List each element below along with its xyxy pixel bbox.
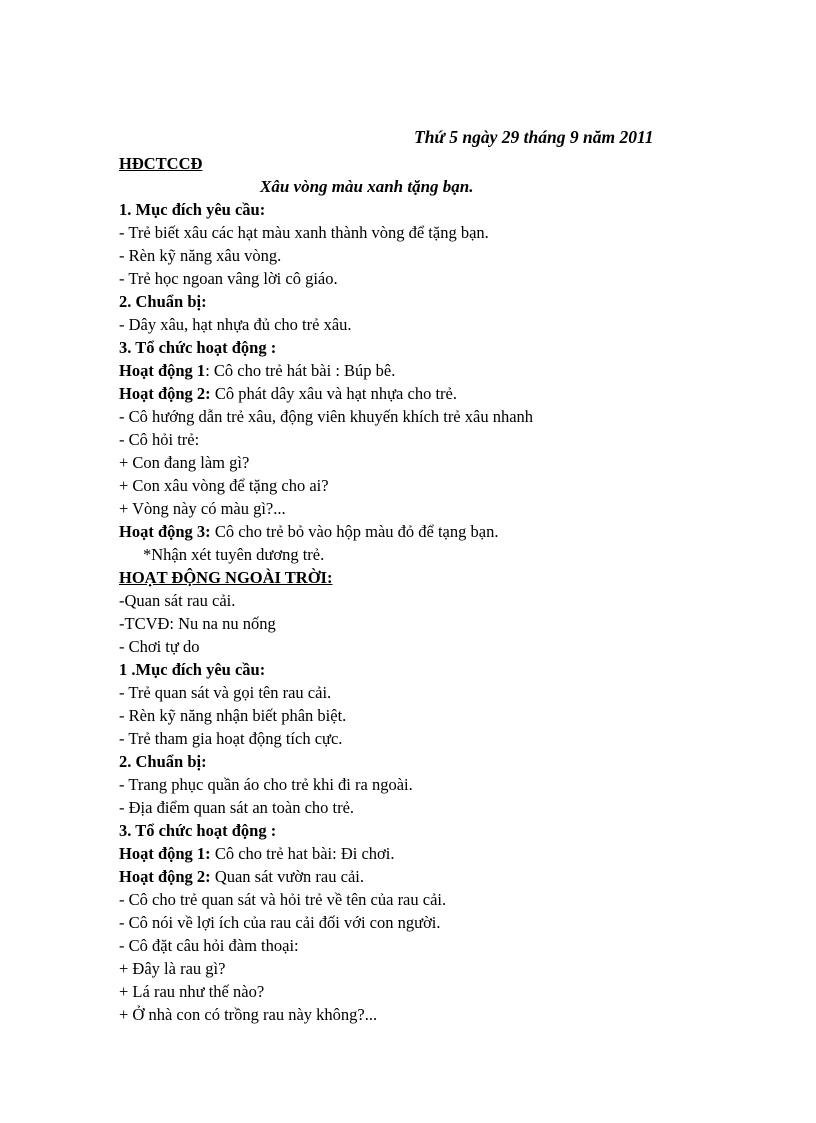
- objective-item: - Trẻ biết xâu các hạt màu xanh thành vòng để tặng bạn.: [119, 223, 489, 242]
- question-item: + Vòng này có màu gì?...: [119, 499, 286, 518]
- activity-item: - Cô hướng dẫn trẻ xâu, động viên khuyến khích trẻ xâu nhanh: [119, 407, 534, 426]
- date-line: Thứ 5 ngày 29 tháng 9 năm 2011: [414, 127, 654, 147]
- activities-heading: 3. Tổ chức hoạt động :: [119, 338, 277, 357]
- outdoor-intro-item: -TCVĐ: Nu na nu nống: [119, 614, 276, 633]
- section-heading-hdctccd: HĐCTCCĐ: [119, 154, 203, 173]
- outdoor-activity-2: [119, 865, 779, 888]
- activity-label: Hoạt động 2:: [119, 384, 211, 403]
- outdoor-preparation-item: - Địa điểm quan sát an toàn cho trẻ.: [119, 798, 355, 817]
- activity-text: Cô cho trẻ hat bài: Đi chơi.: [210, 844, 395, 863]
- activity-label: Hoạt động 1:: [119, 844, 211, 863]
- outdoor-activities-heading: 3. Tổ chức hoạt động :: [119, 821, 277, 840]
- document-body: [119, 152, 779, 1026]
- outdoor-question-item: + Lá rau như thế nào?: [119, 982, 265, 1001]
- objective-item: - Trẻ học ngoan vâng lời cô giáo.: [119, 269, 338, 288]
- outdoor-objective-item: - Trẻ tham gia hoạt động tích cực.: [119, 729, 343, 748]
- activity-label: Hoạt động 1: [119, 361, 206, 380]
- question-item: + Con đang làm gì?: [119, 453, 250, 472]
- activity-text: Cô phát dây xâu và hạt nhựa cho trẻ.: [210, 384, 457, 403]
- activity-text: Quan sát vườn rau cải.: [210, 867, 364, 886]
- activity-1: [119, 359, 779, 382]
- question-item: + Con xâu vòng để tặng cho ai?: [119, 476, 329, 495]
- activity-item: - Cô hỏi trẻ:: [119, 430, 200, 449]
- activity-3: [119, 520, 779, 543]
- outdoor-objective-item: - Rèn kỹ năng nhận biết phân biệt.: [119, 706, 347, 725]
- outdoor-activity-1: [119, 842, 779, 865]
- outdoor-objective-item: - Trẻ quan sát và gọi tên rau cải.: [119, 683, 332, 702]
- outdoor-activity-item: - Cô nói về lợi ích của rau cải đối với con người.: [119, 913, 441, 932]
- outdoor-activity-item: - Cô cho trẻ quan sát và hỏi trẻ về tên của rau cải.: [119, 890, 447, 909]
- outdoor-preparation-heading: 2. Chuẩn bị:: [119, 752, 207, 771]
- outdoor-question-item: + Đây là rau gì?: [119, 959, 226, 978]
- outdoor-preparation-item: - Trang phục quần áo cho trẻ khi đi ra ngoài.: [119, 775, 413, 794]
- activity-label: Hoạt động 3:: [119, 522, 211, 541]
- section-heading-outdoor: HOẠT ĐỘNG NGOÀI TRỜI:: [119, 568, 333, 587]
- preparation-heading: 2. Chuẩn bị:: [119, 292, 207, 311]
- outdoor-activity-item: - Cô đặt câu hỏi đàm thoại:: [119, 936, 299, 955]
- lesson-title: Xâu vòng màu xanh tặng bạn.: [260, 177, 474, 196]
- objective-item: - Rèn kỹ năng xâu vòng.: [119, 246, 282, 265]
- activity-label: Hoạt động 2:: [119, 867, 211, 886]
- outdoor-objectives-heading: 1 .Mục đích yêu cầu:: [119, 660, 266, 679]
- objectives-heading: 1. Mục đích yêu cầu:: [119, 200, 266, 219]
- outdoor-intro-item: -Quan sát rau cải.: [119, 591, 236, 610]
- activity-2: [119, 382, 779, 405]
- preparation-item: - Dây xâu, hạt nhựa đủ cho trẻ xâu.: [119, 315, 352, 334]
- outdoor-question-item: + Ở nhà con có trồng rau này không?...: [119, 1005, 378, 1024]
- evaluation-note: *Nhận xét tuyên dương trẻ.: [143, 545, 325, 564]
- activity-text: Cô cho trẻ bỏ vào hộp màu đỏ để tạng bạn.: [210, 522, 499, 541]
- activity-text: : Cô cho trẻ hát bài : Búp bê.: [205, 361, 396, 380]
- outdoor-intro-item: - Chơi tự do: [119, 637, 200, 656]
